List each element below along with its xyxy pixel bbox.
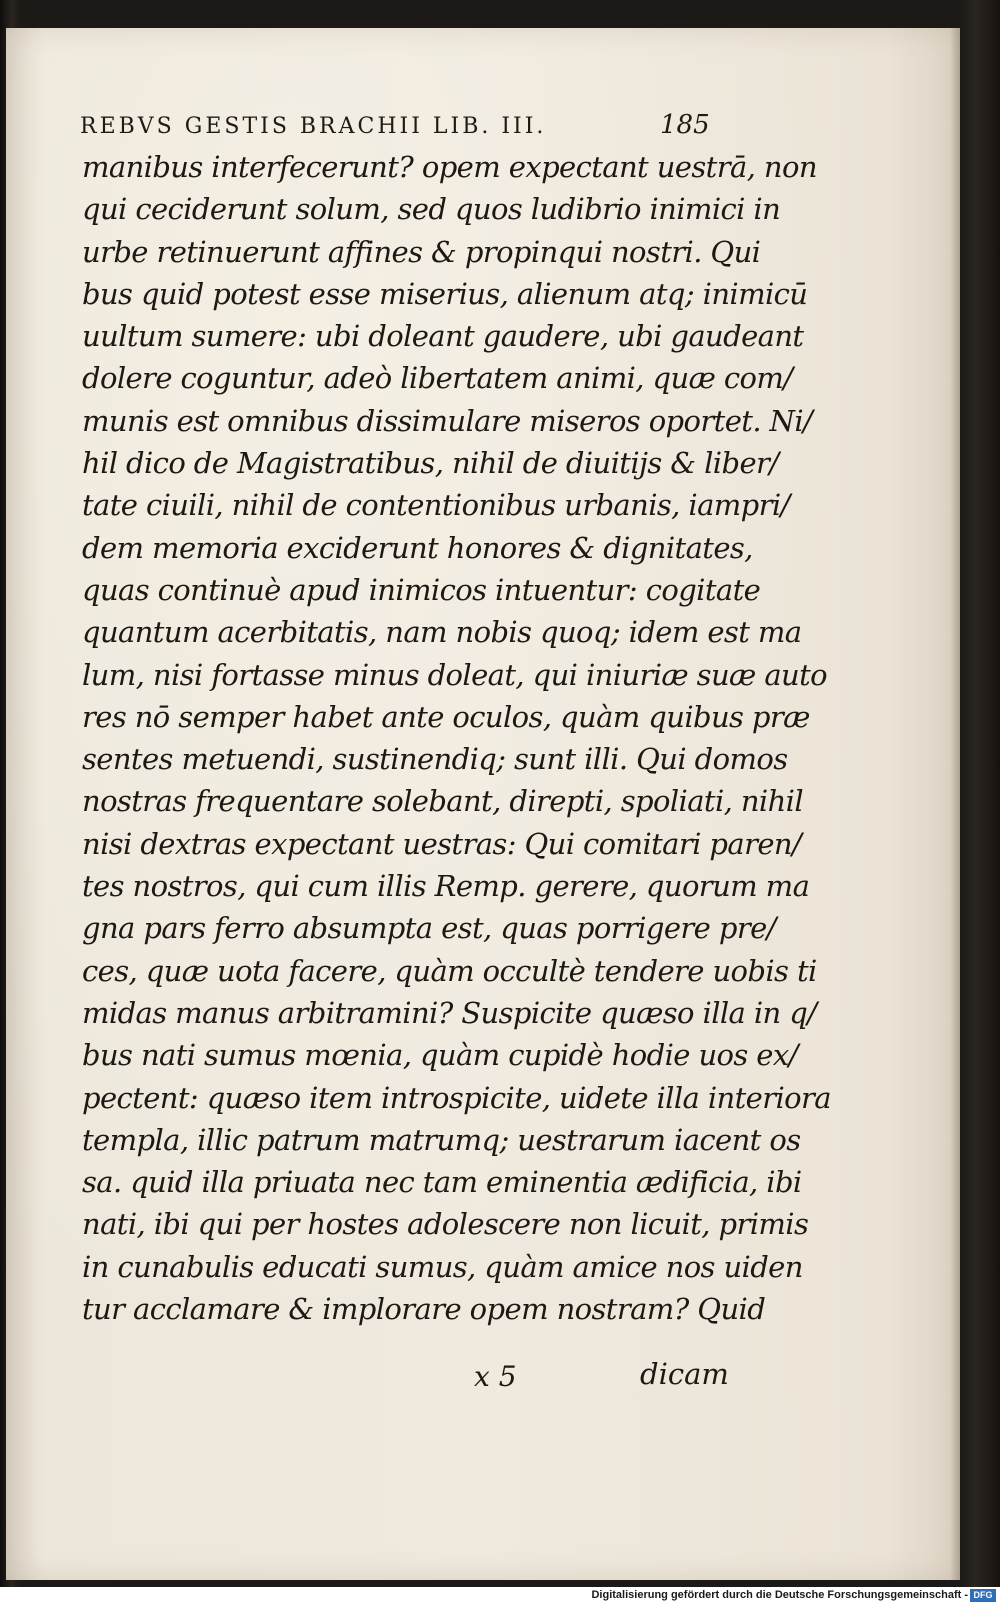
- text-line: qui ceciderunt solum, sed quos ludibrio inimici in: [82, 192, 781, 227]
- text-line: urbe retinuerunt affines & propinqui nostri. Qui: [82, 234, 761, 269]
- page-number: 185: [660, 110, 710, 140]
- text-line: in cunabulis educati sumus, quàm amice nos uiden: [82, 1249, 803, 1284]
- text-line: pectent: quæso item introspicite, uidete illa interiora: [82, 1080, 831, 1115]
- text-line: lum, nisi fortasse minus doleat, qui iniuriæ suæ auto: [82, 657, 827, 692]
- text-line: bus quid potest esse miserius, alienum atq; inimicū: [82, 276, 808, 311]
- text-line: tur acclamare & implorare opem nostram? Quid: [82, 1292, 766, 1327]
- book-page: [6, 28, 960, 1580]
- text-line: nati, ibi qui per hostes adolescere non licuit, primis: [82, 1207, 809, 1242]
- text-line: sa. quid illa priuata nec tam eminentia ædificia, ibi: [82, 1165, 802, 1200]
- text-line: quantum acerbitatis, nam nobis quoq; idem est ma: [82, 615, 802, 650]
- dfg-logo-icon: DFG: [970, 1589, 996, 1602]
- text-line: tes nostros, qui cum illis Remp. gerere, quorum ma: [82, 869, 810, 904]
- text-line: hil dico de Magistratibus, nihil de diuitijs & liber/: [82, 446, 779, 481]
- signature-mark: x 5: [474, 1360, 517, 1393]
- text-line: ces, quæ uota facere, quàm occultè tendere uobis ti: [82, 953, 817, 988]
- text-line: nostras frequentare solebant, direpti, spoliati, nihil: [82, 784, 804, 819]
- text-line: quas continuè apud inimicos intuentur: cogitate: [82, 572, 761, 607]
- text-line: gna pars ferro absumpta est, quas porrigere pre/: [82, 911, 776, 946]
- running-head: REBVS GESTIS BRACHII LIB. III.: [80, 114, 547, 139]
- funding-credit: Digitalisierung gefördert durch die Deutsche Forschungsgemeinschaft -: [591, 1589, 968, 1601]
- text-line: midas manus arbitramini? Suspicite quæso illa in q/: [82, 995, 817, 1030]
- text-line: dem memoria exciderunt honores & dignitates,: [82, 530, 753, 565]
- text-line: dolere coguntur, adeò libertatem animi, quæ com/: [82, 361, 793, 396]
- text-line: munis est omnibus dissimulare miseros oportet. Ni/: [82, 403, 813, 438]
- text-line: nisi dextras expectant uestras: Qui comitari paren/: [82, 826, 802, 861]
- text-line: tate ciuili, nihil de contentionibus urbanis, iampri/: [82, 488, 790, 523]
- text-line: manibus interfecerunt? opem expectant uestrā, non: [82, 150, 817, 184]
- text-line: bus nati sumus mœnia, quàm cupidè hodie uos ex/: [82, 1038, 798, 1073]
- text-line: uultum sumere: ubi doleant gaudere, ubi gaudeant: [82, 319, 804, 354]
- text-line: sentes metuendi, sustinendiq; sunt illi. Qui domos: [82, 742, 788, 777]
- body-text: [82, 146, 831, 1330]
- catchword: dicam: [640, 1357, 729, 1391]
- text-line: res nō semper habet ante oculos, quàm quibus præ: [82, 699, 810, 734]
- text-line: templa, illic patrum matrumq; uestrarum iacent os: [82, 1122, 801, 1157]
